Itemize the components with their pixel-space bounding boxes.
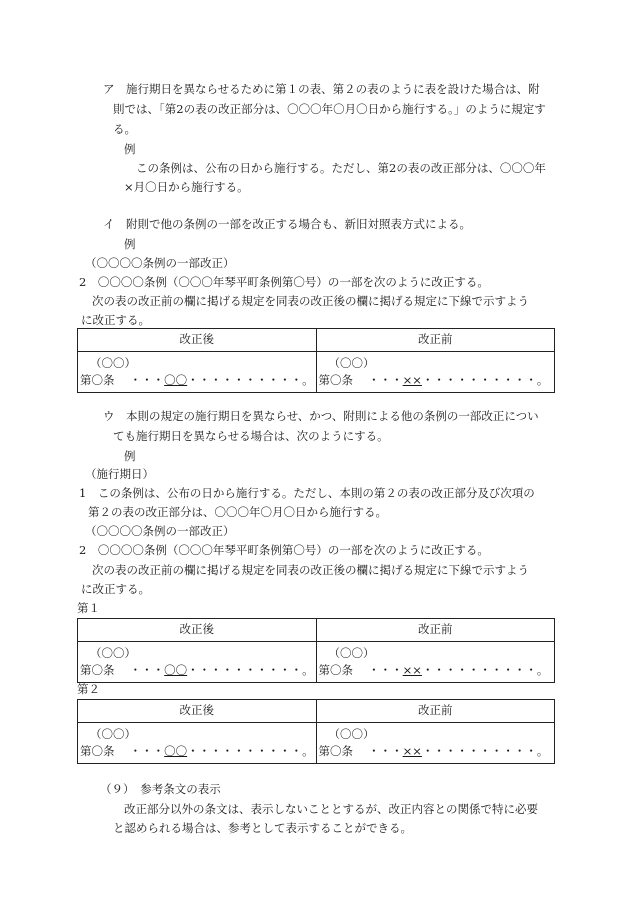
table-label-2: 第２ bbox=[77, 682, 100, 696]
after-provision: 第〇条 ・・・〇〇・・・・・・・・・・。 bbox=[80, 373, 314, 387]
section-u-line-1: ウ 本則の規定の施行期日を異ならせ、かつ、附則による他の条例の一部改正につい bbox=[103, 409, 539, 423]
section-u-caption-1: （施行期日） bbox=[85, 467, 154, 481]
underlined-change: 〇〇 bbox=[164, 373, 188, 387]
paragraph-marker: （〇〇） bbox=[328, 727, 375, 741]
before-provision: 第〇条 ・・・××・・・・・・・・・・。 bbox=[318, 663, 549, 677]
paragraph-marker: （〇〇） bbox=[90, 646, 136, 660]
section-a-line-1: ア 施行期日を異ならせるために第１の表、第２の表のように表を設けた場合は、附 bbox=[103, 82, 540, 96]
underlined-change: ×× bbox=[402, 744, 422, 758]
comparison-table-3 bbox=[77, 699, 555, 764]
before-provision: 第〇条 ・・・××・・・・・・・・・・。 bbox=[318, 744, 549, 758]
underlined-change: 〇〇 bbox=[164, 744, 188, 758]
after-provision: 第〇条 ・・・〇〇・・・・・・・・・・。 bbox=[80, 663, 314, 677]
section-a-example-line-1: この条例は、公布の日から施行する。ただし、第2の表の改正部分は、〇〇〇年 bbox=[136, 161, 546, 175]
underlined-change: 〇〇 bbox=[164, 663, 188, 677]
section-9-line-1: 改正部分以外の条文は、表示しないこととするが、改正内容との関係で特に必要 bbox=[124, 802, 538, 816]
section-i-caption: （〇〇〇〇条例の一部改正） bbox=[85, 256, 235, 270]
after-header: 改正後 bbox=[78, 700, 317, 723]
after-header: 改正後 bbox=[78, 329, 317, 352]
section-u-example-label: 例 bbox=[124, 449, 136, 463]
section-u-line-2: ても施行期日を異ならせる場合は、次のようにする。 bbox=[113, 429, 389, 443]
underlined-change: ×× bbox=[402, 663, 422, 677]
section-u-body-1: 次の表の改正前の欄に掲げる規定を同表の改正後の欄に掲げる規定に下線で示すよう bbox=[92, 563, 529, 577]
before-header: 改正前 bbox=[316, 700, 555, 723]
section-u-article-2: 2 〇〇〇〇条例（〇〇〇年琴平町条例第〇号）の一部を次のように改正する。 bbox=[79, 543, 489, 557]
after-provision: 第〇条 ・・・〇〇・・・・・・・・・・。 bbox=[80, 744, 314, 758]
after-header: 改正後 bbox=[78, 619, 317, 642]
paragraph-marker: （〇〇） bbox=[328, 356, 375, 370]
comparison-table-1 bbox=[77, 328, 555, 393]
paragraph-marker: （〇〇） bbox=[328, 646, 375, 660]
paragraph-marker: （〇〇） bbox=[90, 356, 136, 370]
section-a-example-line-2: ×月〇日から施行する。 bbox=[124, 180, 249, 194]
section-i-body-1: 次の表の改正前の欄に掲げる規定を同表の改正後の欄に掲げる規定に下線で示すよう bbox=[92, 294, 529, 308]
underlined-change: ×× bbox=[402, 373, 422, 387]
paragraph-marker: （〇〇） bbox=[90, 727, 136, 741]
before-header: 改正前 bbox=[316, 329, 555, 352]
section-i-line-1: イ 附則で他の条例の一部を改正する場合も、新旧対照表方式による。 bbox=[103, 217, 471, 231]
section-i-example-label: 例 bbox=[124, 237, 136, 251]
before-cell bbox=[316, 352, 555, 393]
before-cell bbox=[316, 642, 555, 683]
section-i-body-2: に改正する。 bbox=[81, 313, 150, 327]
table-label-1: 第１ bbox=[77, 601, 100, 615]
before-provision: 第〇条 ・・・××・・・・・・・・・・。 bbox=[318, 373, 549, 387]
section-a-line-3: る。 bbox=[113, 122, 136, 136]
after-cell bbox=[78, 352, 317, 393]
after-cell bbox=[78, 723, 317, 764]
section-u-caption-2: （〇〇〇〇条例の一部改正） bbox=[85, 524, 235, 538]
section-a-example-label: 例 bbox=[124, 142, 136, 156]
section-u-article-1-line-1: 1 この条例は、公布の日から施行する。ただし、本則の第２の表の改正部分及び次項の bbox=[79, 486, 535, 500]
section-i-article: 2 〇〇〇〇条例（〇〇〇年琴平町条例第〇号）の一部を次のように改正する。 bbox=[79, 275, 489, 289]
comparison-table-2 bbox=[77, 618, 555, 683]
section-u-article-1-line-2: 第２の表の改正部分は、〇〇〇年〇月〇日から施行する。 bbox=[88, 505, 387, 519]
section-u-body-2: に改正する。 bbox=[81, 582, 150, 596]
section-a-line-2: 則では、「第2の表の改正部分は、〇〇〇年〇月〇日から施行する。」のように規定す bbox=[113, 102, 546, 116]
before-header: 改正前 bbox=[316, 619, 555, 642]
after-cell bbox=[78, 642, 317, 683]
before-cell bbox=[316, 723, 555, 764]
section-9-line-2: と認められる場合は、参考として表示することができる。 bbox=[113, 821, 412, 835]
section-9-heading: （９） 参考条文の表示 bbox=[100, 782, 221, 796]
